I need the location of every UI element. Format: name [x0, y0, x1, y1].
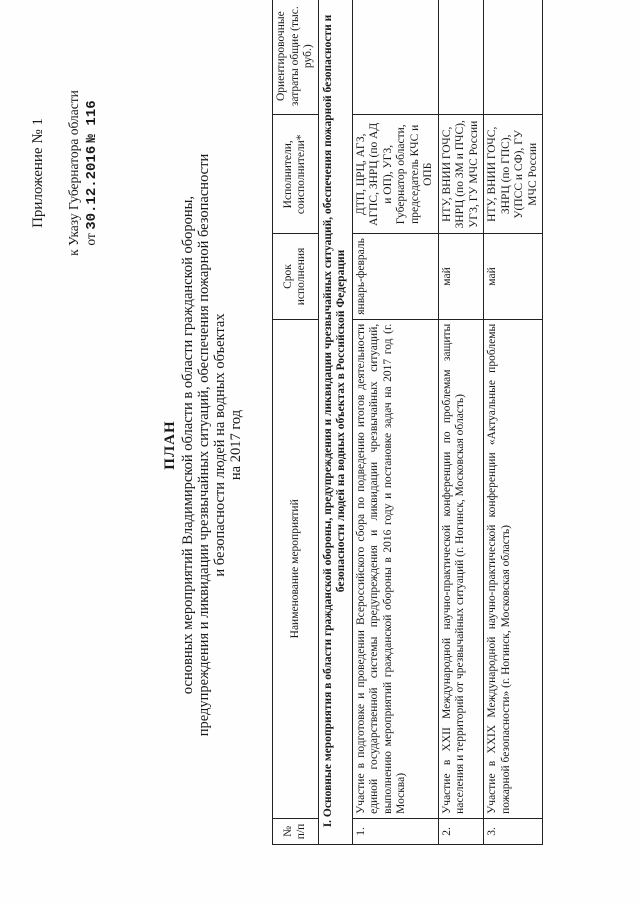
row-cost — [438, 0, 484, 115]
row-cost — [352, 0, 438, 115]
row-term: май — [438, 234, 484, 320]
row-num: 2. — [438, 818, 484, 844]
table-row — [438, 0, 484, 845]
plan-title-line: предупреждения и ликвидации чрезвычайных ситуаций, обеспечения пожарной безопасности — [196, 153, 212, 737]
row-exec: НТУ, ВНИИ ГОЧС, ЗНРЦ (по ЗМ и ПЧС), УГЗ, ГУ МЧС России — [438, 115, 484, 234]
date-prefix: от — [83, 233, 98, 246]
plan-title-line: и безопасности людей на водных объектах — [212, 313, 228, 577]
row-exec: ДТП, ЦРЦ, АГЗ, АГПС, ЗНРЦ (по АД и ОП), УГЗ, Губернатор области, председатель КЧС и ОПБ — [352, 115, 438, 234]
header-num: № п/п — [273, 818, 319, 844]
row-term: май — [484, 234, 543, 320]
table-row — [352, 0, 438, 845]
plan-title-line: основных мероприятий Владимирской области в области гражданской обороны, — [180, 195, 196, 695]
header-term: Срок исполнения — [273, 234, 319, 320]
row-cost — [484, 0, 543, 115]
plan-title-main: ПЛАН — [162, 420, 178, 470]
plan-title-line: на 2017 год — [228, 409, 244, 481]
section-row — [318, 0, 352, 845]
section-title: I. Основные мероприятия в области гражданской обороны, предупреждения и ликвидации чрезвычайных ситуаций, обеспечения пожарной безопасности и безопасности людей на водных объектах в Российской Федерации — [318, 0, 352, 845]
plan-table — [272, 0, 543, 845]
row-num: 1. — [352, 818, 438, 844]
header-name: Наименование мероприятий — [273, 319, 319, 818]
decree-number: № 116 — [84, 100, 100, 143]
appendix-block — [30, 38, 101, 308]
plan-title — [162, 135, 244, 755]
row-name: Участие в XXIX Международной научно-практической конференции «Актуальные проблемы пожарной безопасности» (г. Ногинск, Московская область) — [484, 319, 543, 818]
row-num: 3. — [484, 818, 543, 844]
row-term: январь-февраль — [352, 234, 438, 320]
row-exec: НТУ, ВНИИ ГОЧС, ЗНРЦ (по ГПС), У(ПСС и СФ), ГУ МЧС России — [484, 115, 543, 234]
header-cost: Ориентировочные затраты общие (тыс. руб.) — [273, 0, 319, 115]
row-name: Участие в подготовке и проведении Всероссийского сбора по подведению итогов деятельности единой государственной системы предупреждения и ликвидации чрезвычайных ситуаций, выполнению мероприятий гражданской обороны в 2016 году и постановке задач на 2017 год (г. Москва) — [352, 319, 438, 818]
appendix-decree-line: к Указу Губернатора области — [66, 90, 81, 256]
table-row — [484, 0, 543, 845]
table-header-row — [273, 0, 319, 845]
appendix-number: Приложение № 1 — [30, 118, 46, 228]
row-name: Участие в XXII Международной научно-практической конференции по проблемам защиты населения и территорий от чрезвычайных ситуаций (г. Ногинск, Московская область) — [438, 319, 484, 818]
header-exec: Исполнители, соисполнители* — [273, 115, 319, 234]
decree-date: 30.12.2016 — [84, 145, 100, 230]
appendix-date-line — [82, 38, 101, 308]
